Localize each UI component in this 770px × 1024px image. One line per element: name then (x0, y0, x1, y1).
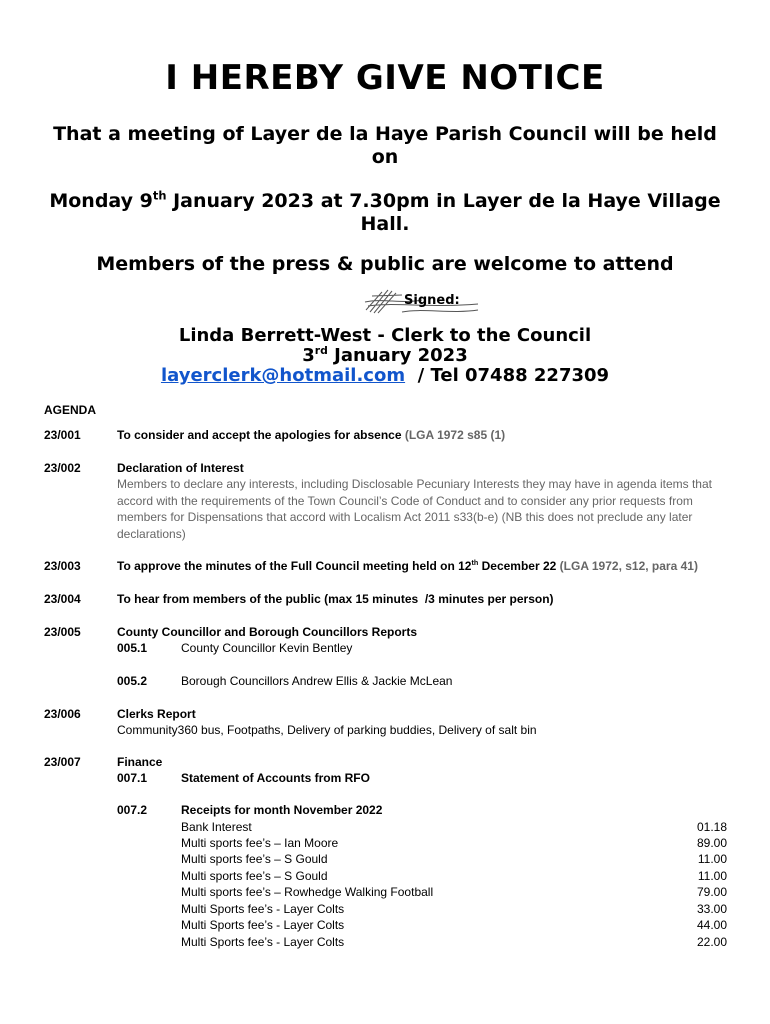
notice-date-post: January 2023 (327, 345, 468, 366)
welcome-line: Members of the press & public are welcome to attend (96, 253, 674, 275)
receipt-label: Multi sports fee’s – S Gould (181, 869, 328, 883)
item-title: County Councillor and Borough Councillors Reports (117, 625, 417, 639)
item-number: 23/003 (44, 559, 81, 573)
sub-item-number: 005.1 (117, 641, 148, 655)
meeting-line (0, 123, 770, 169)
notice-date-sup: rd (314, 344, 328, 357)
meeting-line-text: That a meeting of Layer de la Haye Parish Council will be held on (53, 123, 717, 168)
sub-item-text: Borough Councillors Andrew Ellis & Jackie McLean (181, 674, 453, 688)
date-line-pre: Monday 9 (49, 190, 153, 212)
item-number: 23/007 (44, 755, 81, 769)
item-body: Members to declare any interests, including Disclosable Pecuniary Interests they may have in agenda items that accord with the requirements of the Town Council’s Code of Conduct and to consider any prior requests from members for Dispensations that accord with Localism Act 2011 s33(b-e) (NB this does not preclude any later declarations) (117, 477, 712, 541)
item-number: 23/002 (44, 461, 81, 475)
tel-text: / Tel 07488 227309 (405, 365, 610, 386)
item-text: To consider and accept the apologies for absence (117, 428, 405, 442)
item-title: Clerks Report (117, 707, 196, 721)
receipt-label: Multi Sports fee’s - Layer Colts (181, 935, 345, 949)
item-text-post: December 22 (478, 559, 560, 573)
clerk-block (0, 326, 770, 386)
receipt-label: Multi sports fee’s – Ian Moore (181, 836, 339, 850)
receipt-amount: 33.00 (696, 902, 727, 916)
notice-heading: I HEREBY GIVE NOTICE (165, 58, 605, 98)
contact-line (0, 366, 770, 386)
receipt-amount: 44.00 (696, 918, 727, 932)
date-line-sup: th (152, 188, 167, 203)
receipt-amount: 89.00 (696, 836, 727, 850)
receipt-amount: 11.00 (697, 852, 727, 866)
sub-item-number: 007.2 (117, 803, 148, 817)
sub-item-text: County Councillor Kevin Bentley (181, 641, 353, 655)
receipt-label: Multi Sports fee’s - Layer Colts (181, 918, 345, 932)
agenda-item-001 (117, 427, 727, 444)
sub-item-text: Receipts for month November 2022 (181, 803, 383, 817)
item-body: Community360 bus, Footpaths, Delivery of parking buddies, Delivery of salt bin (117, 723, 537, 737)
receipt-label: Multi Sports fee’s - Layer Colts (181, 902, 345, 916)
item-title: Finance (117, 755, 163, 769)
date-line-post: January 2023 at 7.30pm in Layer de la Haye Village Hall. (166, 190, 721, 235)
receipt-amount: 79.00 (696, 885, 727, 899)
date-line (0, 190, 770, 236)
item-text: To hear from members of the public (max 15 minutes /3 minutes per person) (117, 592, 554, 606)
notice-date (0, 346, 770, 366)
item-number: 23/001 (44, 428, 81, 442)
receipt-amount: 11.00 (697, 869, 727, 883)
sub-item-text: Statement of Accounts from RFO (181, 771, 370, 785)
receipt-label: Bank Interest (181, 820, 252, 834)
clerk-line: Linda Berrett-West - Clerk to the Council (178, 325, 592, 346)
date-line-text (45, 190, 725, 236)
item-ref: (LGA 1972 s85 (1) (404, 428, 506, 442)
email-link[interactable]: layerclerk@hotmail.com (160, 365, 406, 386)
item-text-sup: th (471, 558, 479, 567)
item-number: 23/004 (44, 592, 81, 606)
receipt-amount: 01.18 (696, 820, 727, 834)
notice-date-pre: 3 (302, 345, 315, 366)
sub-item-number: 007.1 (117, 771, 148, 785)
agenda-label: AGENDA (44, 403, 97, 417)
sub-item-number: 005.2 (117, 674, 148, 688)
receipt-label: Multi sports fee’s – Rowhedge Walking Football (181, 885, 434, 899)
item-text-pre: To approve the minutes of the Full Council meeting held on 12 (117, 559, 472, 573)
receipt-amount: 22.00 (696, 935, 727, 949)
receipt-label: Multi sports fee’s – S Gould (181, 852, 328, 866)
item-number: 23/005 (44, 625, 81, 639)
agenda-item-003 (117, 558, 727, 575)
signed-label: Signed: (404, 293, 460, 308)
item-title: Declaration of Interest (117, 461, 244, 475)
item-ref: (LGA 1972, s12, para 41) (559, 559, 698, 573)
item-number: 23/006 (44, 707, 81, 721)
